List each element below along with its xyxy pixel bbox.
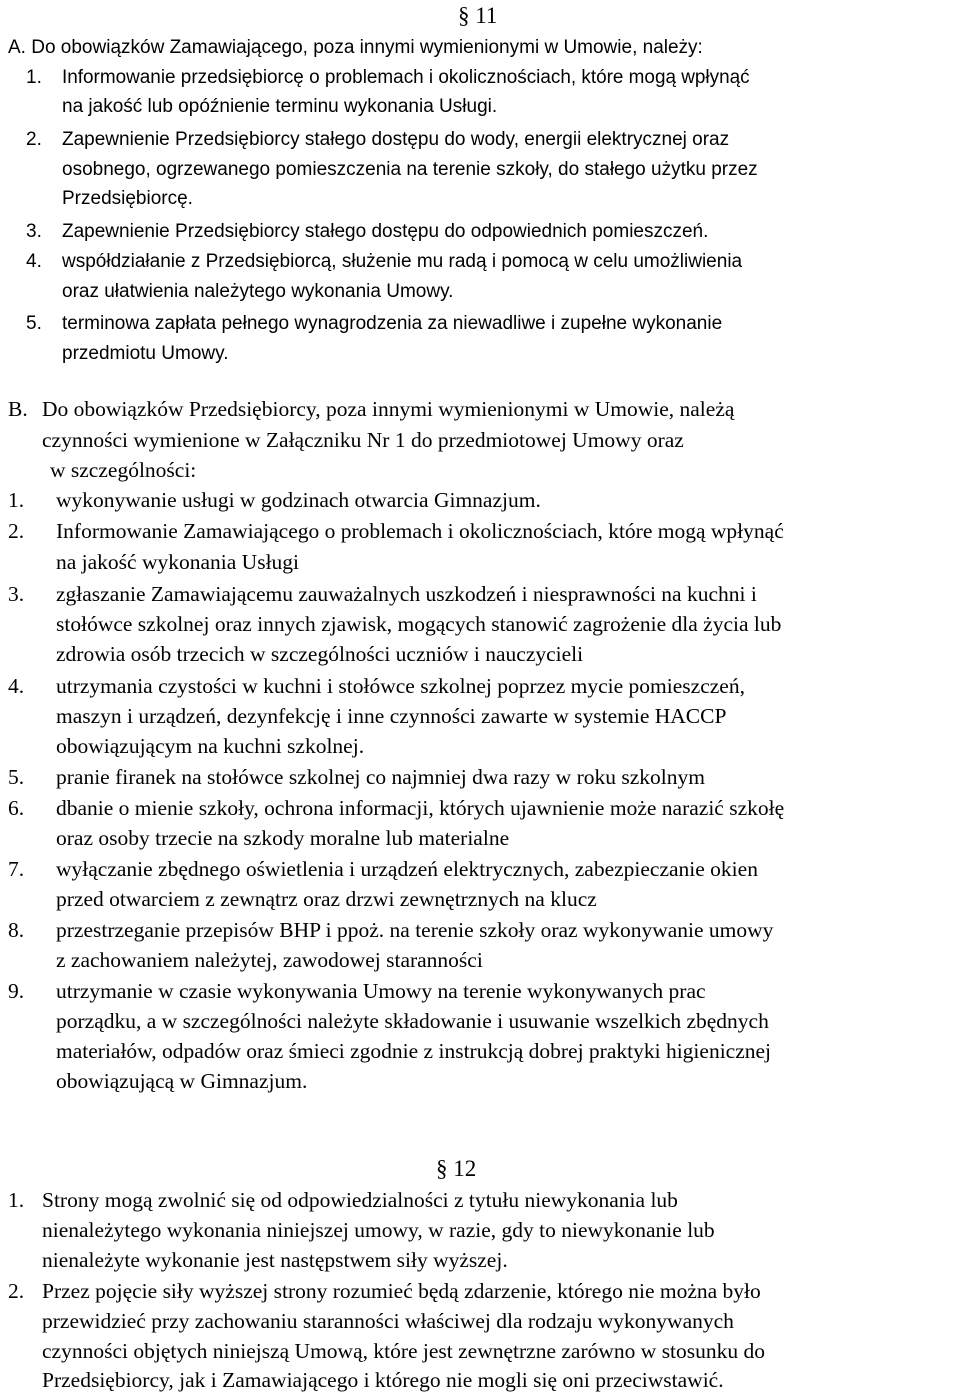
a-item-2-line-3: Przedsiębiorcę. <box>62 188 193 209</box>
s12-item-1-line-3: nienależyte wykonanie jest następstwem siły wyższej. <box>42 1248 508 1272</box>
b-item-9-line-2: porządku, a w szczególności należyte składowanie i usuwanie wszelkich zbędnych <box>56 1009 769 1033</box>
section-11-heading: § 11 <box>458 3 498 28</box>
section-a-lead: A. Do obowiązków Zamawiającego, poza innymi wymienionymi w Umowie, należy: <box>8 37 703 58</box>
b-item-4-line-1: utrzymania czystości w kuchni i stołówce szkolnej poprzez mycie pomieszczeń, <box>56 674 745 698</box>
a-item-2-line-2: osobnego, ogrzewanego pomieszczenia na terenie szkoły, do stałego użytku przez <box>62 159 758 180</box>
b-item-2-line-1: Informowanie Zamawiającego o problemach i okolicznościach, które mogą wpłynąć <box>56 519 784 543</box>
section-b-label: B. <box>8 397 28 421</box>
a-item-1-line-2: na jakość lub opóźnienie terminu wykonania Usługi. <box>62 96 498 117</box>
b-item-9-line-4: obowiązującą w Gimnazjum. <box>56 1069 308 1093</box>
b-item-5-number: 5. <box>8 765 25 789</box>
b-item-7-number: 7. <box>8 857 25 881</box>
a-item-5-line-2: przedmiotu Umowy. <box>62 343 229 364</box>
b-item-3-line-1: zgłaszanie Zamawiającemu zauważalnych uszkodzeń i niesprawności na kuchni i <box>56 582 757 606</box>
b-item-6-line-2: oraz osoby trzecie na szkody moralne lub materialne <box>56 826 510 850</box>
s12-item-2-line-1: Przez pojęcie siły wyższej strony rozumieć będą zdarzenie, którego nie można było <box>42 1279 761 1303</box>
b-item-9-number: 9. <box>8 979 25 1003</box>
s12-item-1-line-1: Strony mogą zwolnić się od odpowiedzialności z tytułu niewykonania lub <box>42 1188 678 1212</box>
a-item-4-line-1: współdziałanie z Przedsiębiorcą, służenie mu radą i pomocą w celu umożliwienia <box>62 251 743 272</box>
a-item-3-number: 3. <box>26 221 42 242</box>
a-item-5-number: 5. <box>26 313 42 334</box>
a-item-2-line-1: Zapewnienie Przedsiębiorcy stałego dostępu do wody, energii elektrycznej oraz <box>62 129 730 150</box>
section-b-lead-line-2: czynności wymienione w Załączniku Nr 1 do przedmiotowej Umowy oraz <box>42 428 684 452</box>
s12-item-1-line-2: nienależytego wykonania niniejszej umowy, w razie, gdy to niewykonanie lub <box>42 1218 715 1242</box>
a-item-5-line-1: terminowa zapłata pełnego wynagrodzenia za niewadliwe i zupełne wykonanie <box>62 313 723 334</box>
a-item-4-line-2: oraz ułatwienia należytego wykonania Umowy. <box>62 281 454 302</box>
section-b-lead-line-3: w szczególności: <box>50 458 197 482</box>
a-item-1-line-1: Informowanie przedsiębiorcę o problemach i okolicznościach, które mogą wpłynąć <box>62 67 750 88</box>
s12-item-2-number: 2. <box>8 1279 25 1303</box>
b-item-1-line-1: wykonywanie usługi w godzinach otwarcia Gimnazjum. <box>56 488 541 512</box>
a-item-1-number: 1. <box>26 67 42 88</box>
b-item-5-line-1: pranie firanek na stołówce szkolnej co najmniej dwa razy w roku szkolnym <box>56 765 705 789</box>
b-item-2-number: 2. <box>8 519 25 543</box>
s12-item-1-number: 1. <box>8 1188 25 1212</box>
b-item-4-line-2: maszyn i urządzeń, dezynfekcję i inne czynności zawarte w systemie HACCP <box>56 704 727 728</box>
b-item-1-number: 1. <box>8 488 25 512</box>
b-item-4-number: 4. <box>8 674 25 698</box>
section-12-heading: § 12 <box>436 1156 477 1181</box>
b-item-7-line-2: przed otwarciem z zewnątrz oraz drzwi zewnętrznych na klucz <box>56 887 597 911</box>
s12-item-2-line-3: czynności objętych niniejszą Umową, które jest zewnętrzne zarówno w stosunku do <box>42 1339 766 1363</box>
b-item-8-line-2: z zachowaniem należytej, zawodowej staranności <box>56 948 483 972</box>
b-item-3-line-3: zdrowia osób trzecich w szczególności uczniów i nauczycieli <box>56 642 584 666</box>
section-b-lead-line-1: Do obowiązków Przedsiębiorcy, poza innymi wymienionymi w Umowie, należą <box>42 397 735 421</box>
s12-item-2-line-4: Przedsiębiorcy, jak i Zamawiającego i którego nie mogli się oni przeciwstawić. <box>42 1368 724 1392</box>
b-item-3-number: 3. <box>8 582 25 606</box>
s12-item-2-line-2: przewidzieć przy zachowaniu staranności właściwej dla rodzaju wykonywanych <box>42 1309 734 1333</box>
a-item-4-number: 4. <box>26 251 42 272</box>
b-item-8-line-1: przestrzeganie przepisów BHP i ppoż. na terenie szkoły oraz wykonywanie umowy <box>56 918 774 942</box>
b-item-3-line-2: stołówce szkolnej oraz innych zjawisk, mogących stanowić zagrożenie dla życia lub <box>56 612 782 636</box>
a-item-3-line-1: Zapewnienie Przedsiębiorcy stałego dostępu do odpowiednich pomieszczeń. <box>62 221 709 242</box>
b-item-2-line-2: na jakość wykonania Usługi <box>56 550 300 574</box>
b-item-6-number: 6. <box>8 796 25 820</box>
b-item-6-line-1: dbanie o mienie szkoły, ochrona informacji, których ujawnienie może narazić szkołę <box>56 796 785 820</box>
b-item-8-number: 8. <box>8 918 25 942</box>
b-item-4-line-3: obowiązującym na kuchni szkolnej. <box>56 734 365 758</box>
b-item-9-line-1: utrzymanie w czasie wykonywania Umowy na terenie wykonywanych prac <box>56 979 706 1003</box>
b-item-9-line-3: materiałów, odpadów oraz śmieci zgodnie z instrukcją dobrej praktyki higienicznej <box>56 1039 772 1063</box>
a-item-2-number: 2. <box>26 129 42 150</box>
b-item-7-line-1: wyłączanie zbędnego oświetlenia i urządzeń elektrycznych, zabezpieczanie okien <box>56 857 758 881</box>
